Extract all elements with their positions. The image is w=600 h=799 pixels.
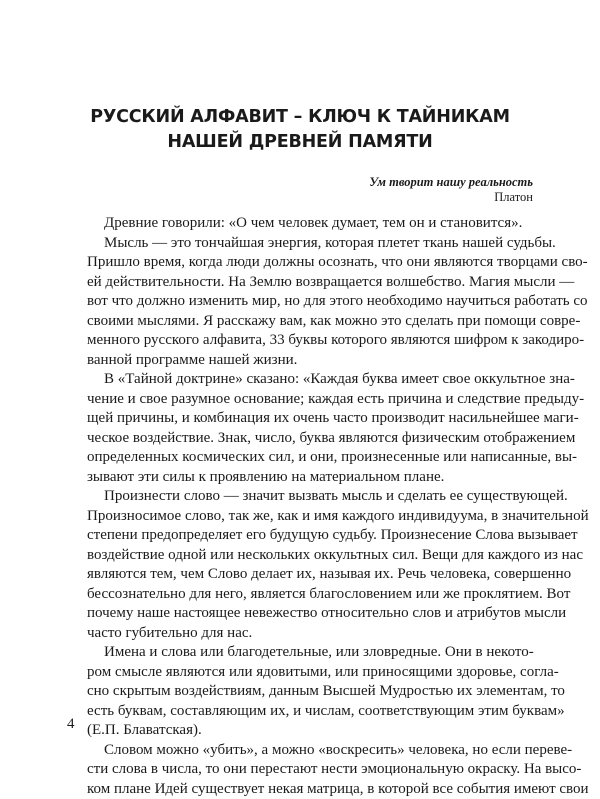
chapter-title-line-2: НАШЕЙ ДРЕВНЕЙ ПАМЯТИ <box>60 130 540 155</box>
text-line: ком плане Идей существует некая матрица, в которой все события имеют свои <box>87 780 533 799</box>
text-line: Произносимое слово, так же, как и имя каждого индивидуума, в значительной <box>87 507 533 527</box>
epigraph-quote: Ум творит нашу реальность <box>369 175 533 190</box>
text-line: воздействие одной или нескольких оккультных сил. Вещи для каждого из нас <box>87 546 533 566</box>
page-number: 4 <box>67 716 75 733</box>
text-line: вот что должно изменить мир, но для этого необходимо научиться работать со <box>87 292 533 312</box>
text-line: часто губительно для нас. <box>87 624 533 644</box>
chapter-title <box>60 105 540 155</box>
text-line: бессознательно для него, является благословением или же проклятием. Вот <box>87 585 533 605</box>
text-line: Древние говорили: «О чем человек думает, тем он и становится». <box>87 214 533 234</box>
text-line: Имена и слова или благодетельные, или зловредные. Они в некото- <box>87 643 533 663</box>
text-line: (Е.П. Блаватская). <box>87 721 533 741</box>
text-line: Пришло время, когда люди должны осознать, что они являются творцами сво- <box>87 253 533 273</box>
text-line: степени предопределяет его будущую судьбу. Произнесение Слова вызывает <box>87 526 533 546</box>
text-line: менного русского алфавита, 33 буквы которого являются шифром к закодиро- <box>87 331 533 351</box>
text-line: ческое воздействие. Знак, число, буква являются физическим отображением <box>87 429 533 449</box>
text-line: Мысль — это тончайшая энергия, которая плетет ткань нашей судьбы. <box>87 234 533 254</box>
text-line: Словом можно «убить», а можно «воскресить» человека, но если переве- <box>87 741 533 761</box>
text-line: сти слова в числа, то они перестают нести эмоциональную окраску. На высо- <box>87 760 533 780</box>
text-line: есть буквам, составляющим их, и числам, соответствующим этим буквам» <box>87 702 533 722</box>
text-line: определенных космических сил, и они, произнесенные или написанные, вы- <box>87 448 533 468</box>
text-line: В «Тайной доктрине» сказано: «Каждая буква имеет свое оккультное зна- <box>87 370 533 390</box>
chapter-title-line-1: РУССКИЙ АЛФАВИТ – КЛЮЧ К ТАЙНИКАМ <box>60 105 540 130</box>
text-line: ром смысле являются или ядовитыми, или приносящими здоровье, согла- <box>87 663 533 683</box>
text-line: своими мыслями. Я расскажу вам, как можно это сделать при помощи совре- <box>87 312 533 332</box>
text-line: почему наше настоящее невежество относительно слов и атрибутов мысли <box>87 604 533 624</box>
text-line: ей действительности. На Землю возвращается волшебство. Магия мысли — <box>87 273 533 293</box>
text-line: являются тем, чем Слово делает их, называя их. Речь человека, совершенно <box>87 565 533 585</box>
text-line: чение и свое разумное основание; каждая есть причина и следствие предыду- <box>87 390 533 410</box>
text-line: ванной программе нашей жизни. <box>87 351 533 371</box>
text-line: Произнести слово — значит вызвать мысль и сделать ее существующей. <box>87 487 533 507</box>
epigraph-author: Платон <box>369 190 533 205</box>
text-line: щей причины, и комбинация их очень часто производит насильнейшее маги- <box>87 409 533 429</box>
epigraph <box>369 175 533 205</box>
text-line: сно скрытым воздействиям, данным Высшей Мудростью их элементам, то <box>87 682 533 702</box>
body-text <box>87 214 533 799</box>
text-line: зывают эти силы к проявлению на материальном плане. <box>87 468 533 488</box>
